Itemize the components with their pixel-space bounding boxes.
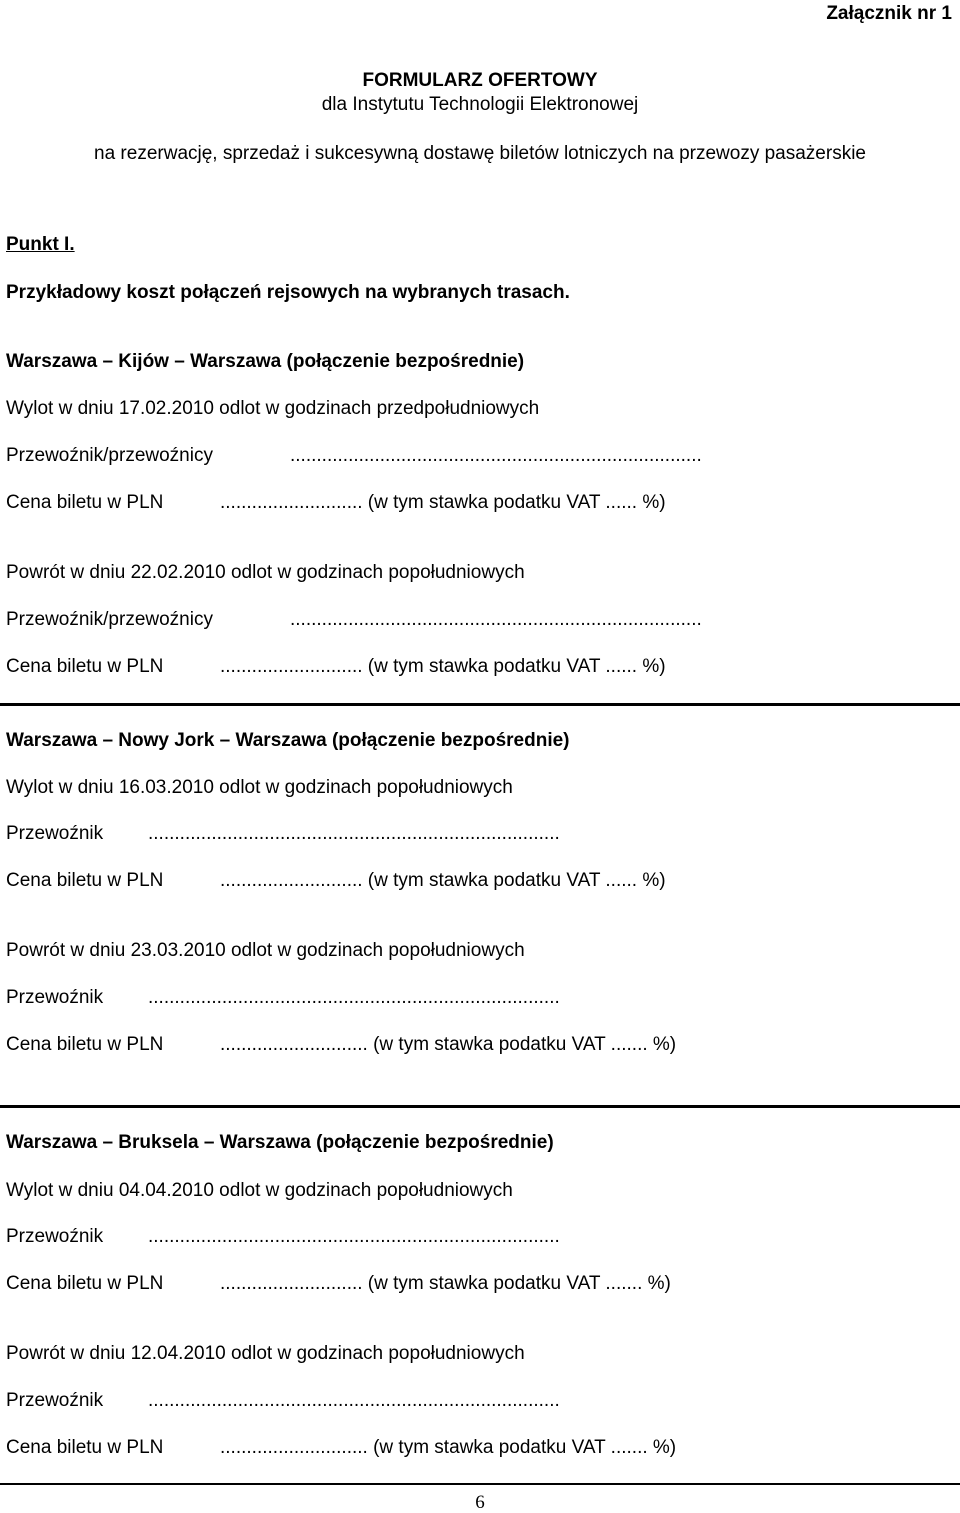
section-number: Punkt I.	[6, 234, 75, 255]
price-label: Cena biletu w PLN	[6, 492, 164, 513]
price-label: Cena biletu w PLN	[6, 1437, 164, 1458]
route-title: Warszawa – Kijów – Warszawa (połączenie bezpośrednie)	[6, 351, 525, 372]
section-divider	[0, 1105, 960, 1108]
carrier-field[interactable]: ..............................................................................	[148, 987, 560, 1008]
page-number: 6	[475, 1492, 485, 1513]
form-subtitle: dla Instytutu Technologii Elektronowej	[321, 94, 639, 115]
price-field[interactable]: ........................... (w tym stawka podatku VAT ...... %)	[220, 656, 666, 677]
price-label: Cena biletu w PLN	[6, 870, 164, 891]
carrier-label: Przewoźnik	[6, 1226, 104, 1247]
section-divider	[0, 703, 960, 706]
outbound-flight-info: Wylot w dniu 16.03.2010 odlot w godzinach popołudniowych	[6, 777, 513, 798]
carrier-label: Przewoźnik/przewoźnicy	[6, 445, 213, 466]
outbound-flight-info: Wylot w dniu 04.04.2010 odlot w godzinach popołudniowych	[6, 1180, 513, 1201]
price-field[interactable]: ............................ (w tym stawka podatku VAT ....... %)	[220, 1437, 677, 1458]
price-field[interactable]: ........................... (w tym stawka podatku VAT ...... %)	[220, 870, 666, 891]
form-description: na rezerwację, sprzedaż i sukcesywną dostawę biletów lotniczych na przewozy pasażerskie	[94, 143, 866, 164]
carrier-field[interactable]: ..............................................................................	[290, 609, 702, 630]
price-label: Cena biletu w PLN	[6, 656, 164, 677]
carrier-label: Przewoźnik	[6, 823, 104, 844]
section-heading: Przykładowy koszt połączeń rejsowych na wybranych trasach.	[6, 282, 570, 303]
route-title: Warszawa – Nowy Jork – Warszawa (połączenie bezpośrednie)	[6, 730, 570, 751]
route-title: Warszawa – Bruksela – Warszawa (połączenie bezpośrednie)	[6, 1132, 554, 1153]
carrier-label: Przewoźnik	[6, 987, 104, 1008]
price-field[interactable]: ............................ (w tym stawka podatku VAT ....... %)	[220, 1034, 677, 1055]
price-field[interactable]: ........................... (w tym stawka podatku VAT ....... %)	[220, 1273, 671, 1294]
return-flight-info: Powrót w dniu 22.02.2010 odlot w godzinach popołudniowych	[6, 562, 525, 583]
return-flight-info: Powrót w dniu 12.04.2010 odlot w godzinach popołudniowych	[6, 1343, 525, 1364]
carrier-field[interactable]: ..............................................................................	[148, 1390, 560, 1411]
carrier-field[interactable]: ..............................................................................	[148, 823, 560, 844]
carrier-field[interactable]: ..............................................................................	[148, 1226, 560, 1247]
carrier-field[interactable]: ..............................................................................	[290, 445, 702, 466]
price-label: Cena biletu w PLN	[6, 1273, 164, 1294]
carrier-label: Przewoźnik	[6, 1390, 104, 1411]
form-title: FORMULARZ OFERTOWY	[362, 70, 598, 91]
attachment-label: Załącznik nr 1	[826, 3, 952, 24]
price-label: Cena biletu w PLN	[6, 1034, 164, 1055]
price-field[interactable]: ........................... (w tym stawka podatku VAT ...... %)	[220, 492, 666, 513]
footer-divider	[0, 1483, 960, 1485]
return-flight-info: Powrót w dniu 23.03.2010 odlot w godzinach popołudniowych	[6, 940, 525, 961]
outbound-flight-info: Wylot w dniu 17.02.2010 odlot w godzinach przedpołudniowych	[6, 398, 540, 419]
carrier-label: Przewoźnik/przewoźnicy	[6, 609, 213, 630]
